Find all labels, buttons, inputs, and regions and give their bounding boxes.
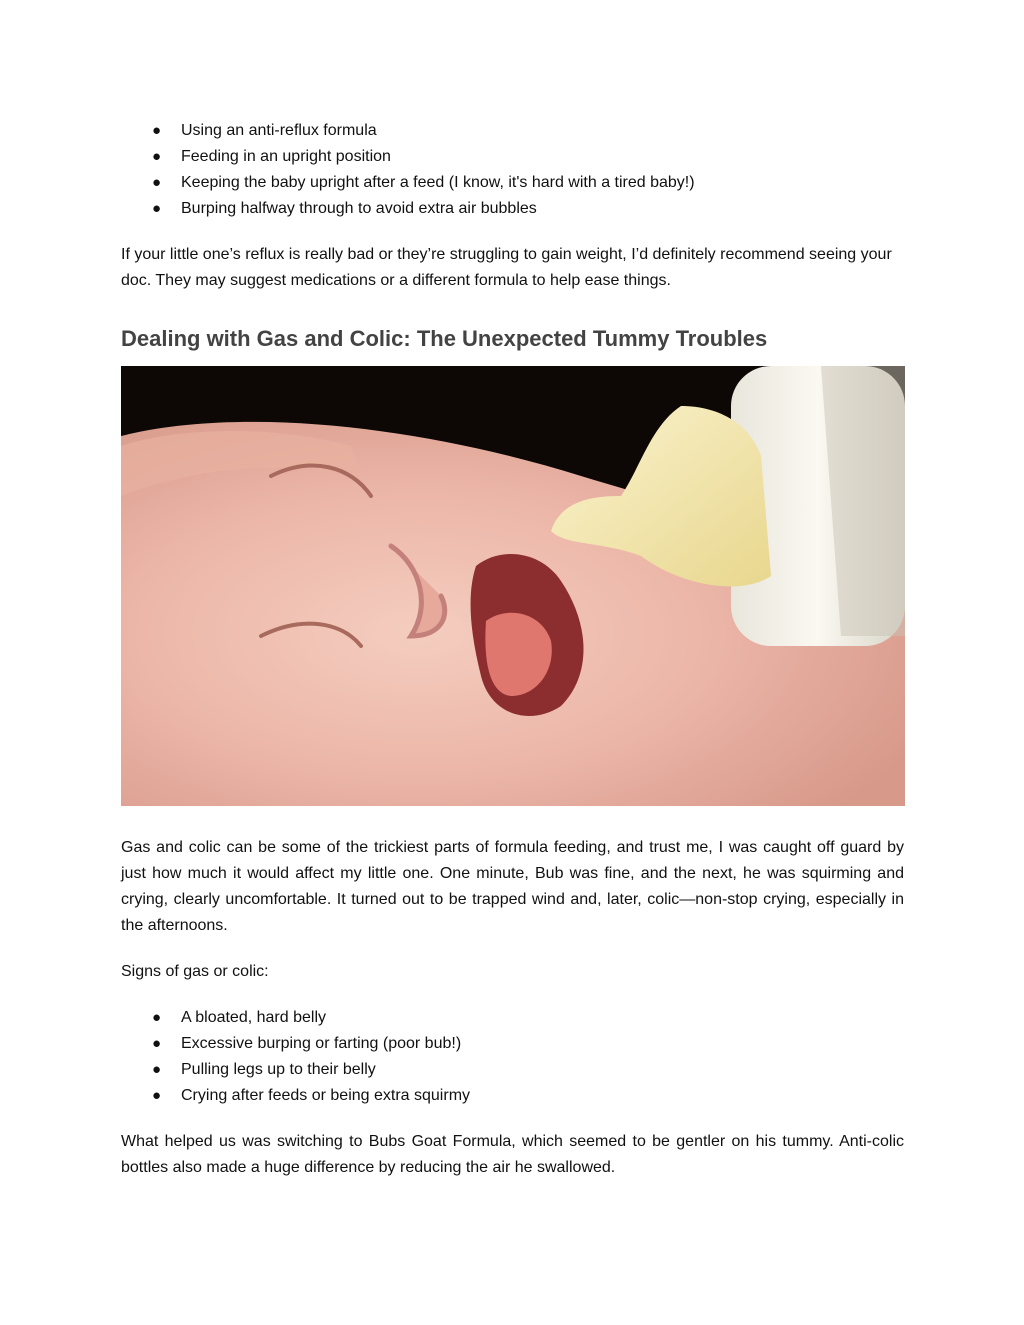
bullet-icon: ● [152, 122, 162, 139]
list-item: ● Keeping the baby upright after a feed (I know, it's hard with a tired baby!) [121, 170, 904, 196]
list-item: ● A bloated, hard belly [121, 1005, 904, 1031]
section-heading: Dealing with Gas and Colic: The Unexpected Tummy Troubles [121, 326, 768, 351]
list-item: ● Excessive burping or farting (poor bub!) [121, 1031, 904, 1057]
bullet-icon: ● [152, 1035, 162, 1052]
bullet-icon: ● [152, 200, 162, 217]
signs-list [121, 1005, 904, 1109]
reflux-paragraph: If your little one’s reflux is really bad or they’re struggling to gain weight, I’d definitely recommend seeing your doc. They may suggest medications or a different formula to help ease things. [121, 246, 892, 289]
list-item: ● Using an anti-reflux formula [121, 118, 904, 144]
bullet-icon: ● [152, 1087, 162, 1104]
reflux-tips-list [121, 118, 904, 222]
signs-label: Signs of gas or colic: [121, 963, 269, 980]
list-item: ● Pulling legs up to their belly [121, 1057, 904, 1083]
bullet-icon: ● [152, 1009, 162, 1026]
list-item: ● Burping halfway through to avoid extra air bubbles [121, 196, 904, 222]
gas-intro-paragraph: Gas and colic can be some of the trickiest parts of formula feeding, and trust me, I was caught off guard by just how much it would affect my little one. One minute, Bub was fine, and the next, he was squirming and crying, clearly uncomfortable. It turned out to be trapped wind and, later, colic—non-stop crying, especially in the afternoons. [121, 839, 904, 934]
bullet-icon: ● [152, 148, 162, 165]
list-item: ● Feeding in an upright position [121, 144, 904, 170]
bullet-icon: ● [152, 1061, 162, 1078]
list-item: ● Crying after feeds or being extra squirmy [121, 1083, 904, 1109]
bullet-icon: ● [152, 174, 162, 191]
document-page [121, 118, 904, 1181]
photo-illustration [121, 366, 905, 806]
baby-bottle-photo [121, 366, 905, 806]
helped-paragraph: What helped us was switching to Bubs Goat Formula, which seemed to be gentler on his tummy. Anti-colic bottles also made a huge difference by reducing the air he swallowed. [121, 1133, 904, 1176]
